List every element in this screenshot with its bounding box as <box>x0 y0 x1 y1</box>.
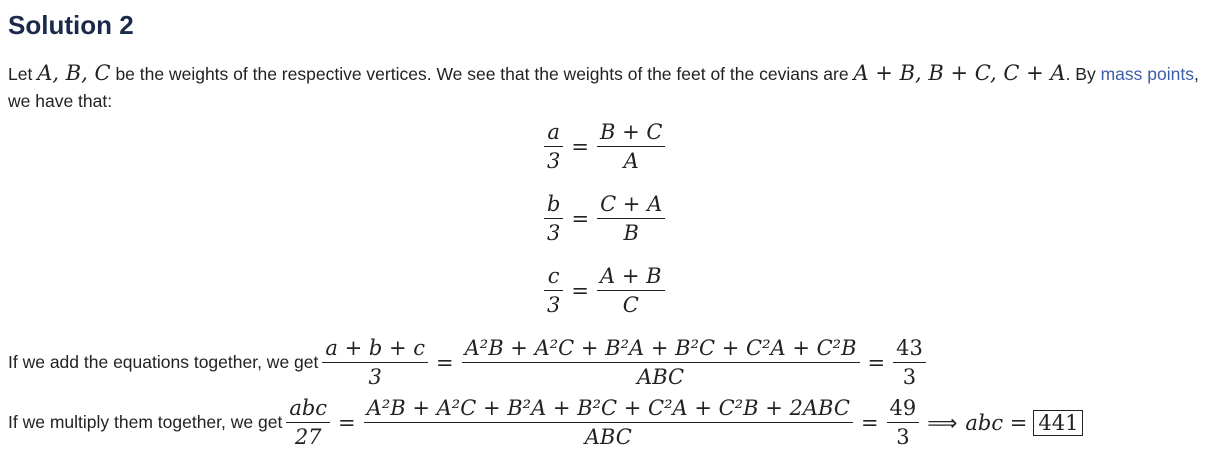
boxed-answer: 441 <box>1033 410 1083 436</box>
eq2-left-fraction: $\frac{b}{3}$ <box>544 190 563 247</box>
product-middle-fraction: $\frac{\text{A²B + A²C + B²A + B²C + C²A + C²B + 2ABC}}{\text{ABC}}$ <box>364 394 853 451</box>
mass-points-link[interactable]: mass points <box>1100 64 1194 84</box>
result-lhs: abc = <box>965 410 1028 435</box>
sum-equation <box>8 334 926 391</box>
equation-3 <box>544 262 665 319</box>
equals-sign: = <box>860 410 879 435</box>
eq2-right-fraction: $\frac{C + A}{B}$ <box>597 190 665 247</box>
equation-2 <box>544 190 665 247</box>
intro-feet: A + B, B + C, C + A <box>853 61 1066 85</box>
product-right-fraction: $\frac{49}{3}$ <box>887 394 920 451</box>
intro-text-3: . By <box>1065 64 1101 84</box>
equals-sign: = <box>867 350 886 375</box>
sum-right-fraction: $\frac{43}{3}$ <box>893 334 926 391</box>
equals-sign: = <box>571 134 589 159</box>
intro-paragraph <box>8 60 1208 115</box>
sum-label: If we add the equations together, we get <box>8 352 319 372</box>
equals-sign: = <box>571 278 589 303</box>
solution-heading: Solution 2 <box>8 10 134 40</box>
intro-text-4: , we have that: <box>8 64 1199 111</box>
equals-sign: = <box>436 350 454 375</box>
intro-text-2: be the weights of the respective vertices. We see that the weights of the feet of the cevians are <box>110 64 854 84</box>
equals-sign: = <box>571 206 590 231</box>
intro-vars: A, B, C <box>37 61 111 85</box>
eq3-left-fraction: $\frac{c}{3}$ <box>544 262 563 319</box>
implies-arrow: ⟹ <box>927 410 958 435</box>
product-left-fraction: $\frac{\text{abc}}{27}$ <box>286 394 330 451</box>
sum-left-fraction: $\frac{a + b + c}{3}$ <box>322 334 428 391</box>
sum-middle-fraction: $\frac{\text{A²B + A²C + B²A + B²C + C²A + C²B}}{\text{ABC}}$ <box>462 334 860 391</box>
product-equation <box>8 394 1083 451</box>
product-label: If we multiply them together, we get <box>8 412 283 432</box>
intro-text-1: Let <box>8 64 38 84</box>
equals-sign: = <box>338 410 356 435</box>
eq1-right-fraction: $\frac{B + C}{A}$ <box>597 118 665 175</box>
eq1-left-fraction: $\frac{a}{3}$ <box>544 118 563 175</box>
eq3-right-fraction: $\frac{A + B}{C}$ <box>597 262 665 319</box>
equation-1 <box>544 118 665 175</box>
